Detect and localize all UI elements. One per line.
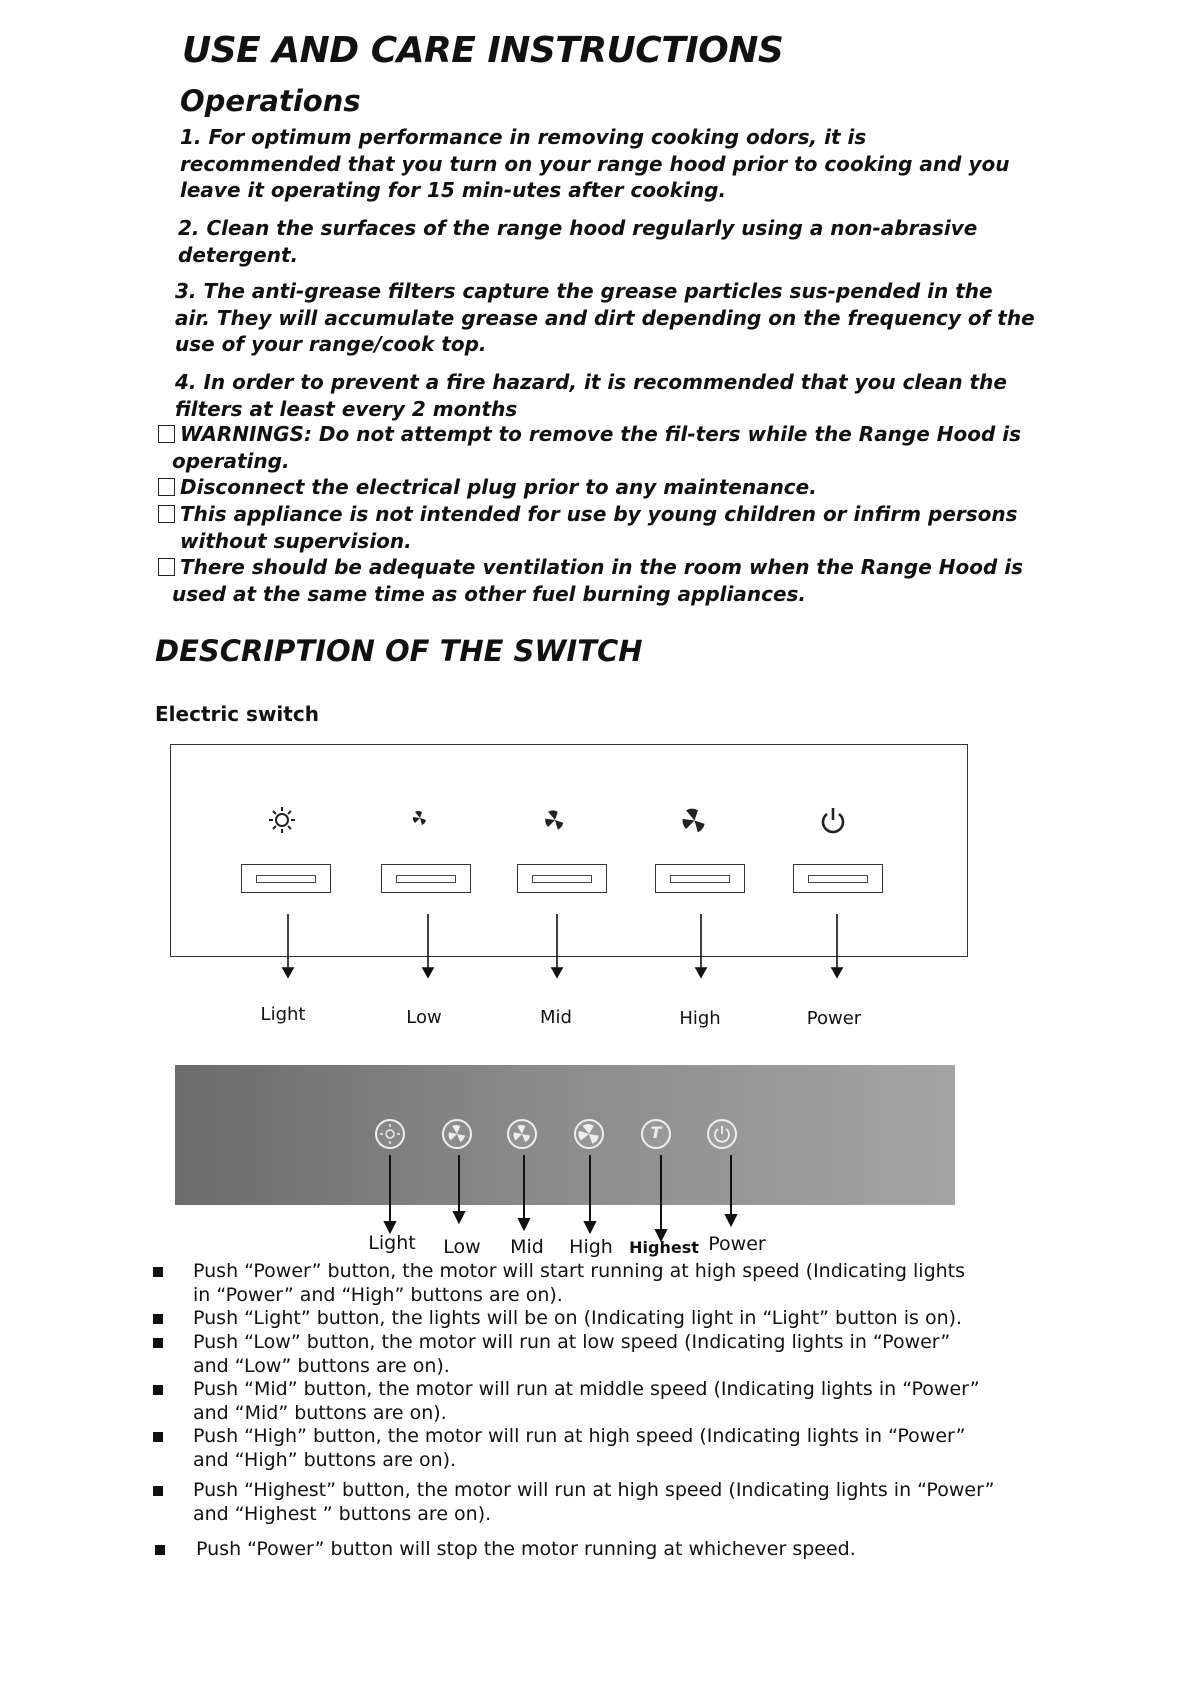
warning-1-line-2: operating. — [172, 448, 290, 473]
section-subtitle-electric-switch: Electric switch — [155, 702, 319, 726]
warning-1-line-1: WARNINGS: Do not attempt to remove the fil-ters while the Range Hood is — [180, 422, 1022, 446]
warning-3-line-2: without supervision. — [180, 528, 412, 553]
operation-2-line-1: 2. Clean the surfaces of the range hood regularly using a non-abrasive — [178, 216, 978, 240]
instruction-5-line-2: and “High” buttons are on). — [193, 1449, 457, 1471]
instruction-4-line-2: and “Mid” buttons are on). — [193, 1402, 447, 1424]
label-light: Light — [260, 1004, 306, 1025]
instruction-6-line-2: and “Highest ” buttons are on). — [193, 1503, 492, 1525]
photo-label-low: Low — [443, 1236, 481, 1258]
warning-3-line-1: This appliance is not intended for use by young children or infirm persons — [180, 502, 1018, 526]
instruction-item-1 — [193, 1259, 965, 1307]
operation-4-line-2: filters at least every 2 months — [175, 396, 518, 421]
section-title-switch: DESCRIPTION OF THE SWITCH — [155, 634, 643, 668]
instruction-1-line-2: in “Power” and “High” buttons are on). — [193, 1284, 563, 1306]
label-high: High — [679, 1008, 721, 1029]
instruction-5-line-1: Push “High” button, the motor will run at high speed (Indicating lights in “Power” — [193, 1425, 966, 1447]
instruction-4-line-1: Push “Mid” button, the motor will run at middle speed (Indicating lights in “Power” — [193, 1378, 980, 1400]
instruction-1-line-1: Push “Power” button, the motor will start running at high speed (Indicating lights — [193, 1260, 966, 1282]
photo-label-mid: Mid — [510, 1236, 544, 1258]
instruction-7-line-1: Push “Power” button will stop the motor running at whichever speed. — [196, 1538, 856, 1560]
turbo-icon: T — [650, 1123, 662, 1142]
bullet-3 — [153, 1338, 163, 1348]
warning-2-line-1: Disconnect the electrical plug prior to any maintenance. — [180, 475, 817, 499]
operation-2-line-2: detergent. — [178, 242, 299, 267]
warning-4-line-2: used at the same time as other fuel burning appliances. — [172, 581, 807, 606]
instruction-item-6 — [193, 1478, 995, 1526]
label-mid: Mid — [540, 1007, 572, 1028]
operation-1-line-1: 1. For optimum performance in removing cooking odors, it is — [180, 125, 867, 149]
bullet-2 — [153, 1314, 163, 1324]
bullet-7 — [155, 1545, 165, 1555]
instruction-6-line-1: Push “Highest” button, the motor will run at high speed (Indicating lights in “Power” — [193, 1479, 995, 1501]
photo-label-highest: Highest — [629, 1238, 699, 1257]
bullet-5 — [153, 1432, 163, 1442]
operation-4-line-1: 4. In order to prevent a fire hazard, it is recommended that you clean the — [175, 370, 1007, 394]
operation-3-line-2: air. They will accumulate grease and dirt depending on the frequency of the — [175, 305, 1035, 330]
page-title: USE AND CARE INSTRUCTIONS — [182, 30, 784, 71]
operation-1-line-3: leave it operating for 15 min-utes after cooking. — [180, 178, 727, 202]
operation-3-line-1: 3. The anti-grease filters capture the grease particles sus-pended in the — [175, 279, 993, 303]
instruction-item-4 — [193, 1377, 980, 1425]
label-low: Low — [406, 1007, 442, 1028]
photo-label-power: Power — [708, 1233, 766, 1255]
section-title-operations: Operations — [180, 84, 361, 118]
bullet-1 — [153, 1267, 163, 1277]
instruction-item-5 — [193, 1424, 965, 1472]
instruction-3-line-1: Push “Low” button, the motor will run at low speed (Indicating lights in “Power” — [193, 1331, 951, 1353]
photo-label-high: High — [569, 1236, 613, 1258]
instruction-item-2 — [193, 1306, 962, 1330]
instruction-item-7 — [196, 1537, 856, 1561]
operation-1-line-2: recommended that you turn on your range hood prior to cooking and you — [180, 151, 1010, 176]
warning-4-line-1: There should be adequate ventilation in the room when the Range Hood is — [180, 555, 1023, 579]
instruction-item-3 — [193, 1330, 950, 1378]
instruction-3-line-2: and “Low” buttons are on). — [193, 1355, 450, 1377]
operation-3-line-3: use of your range/cook top. — [175, 332, 487, 356]
bullet-4 — [153, 1385, 163, 1395]
instruction-2-line-1: Push “Light” button, the lights will be on (Indicating light in “Light” button is on). — [193, 1307, 963, 1329]
bullet-6 — [153, 1486, 163, 1496]
photo-label-light: Light — [368, 1232, 416, 1254]
label-power: Power — [806, 1008, 862, 1029]
